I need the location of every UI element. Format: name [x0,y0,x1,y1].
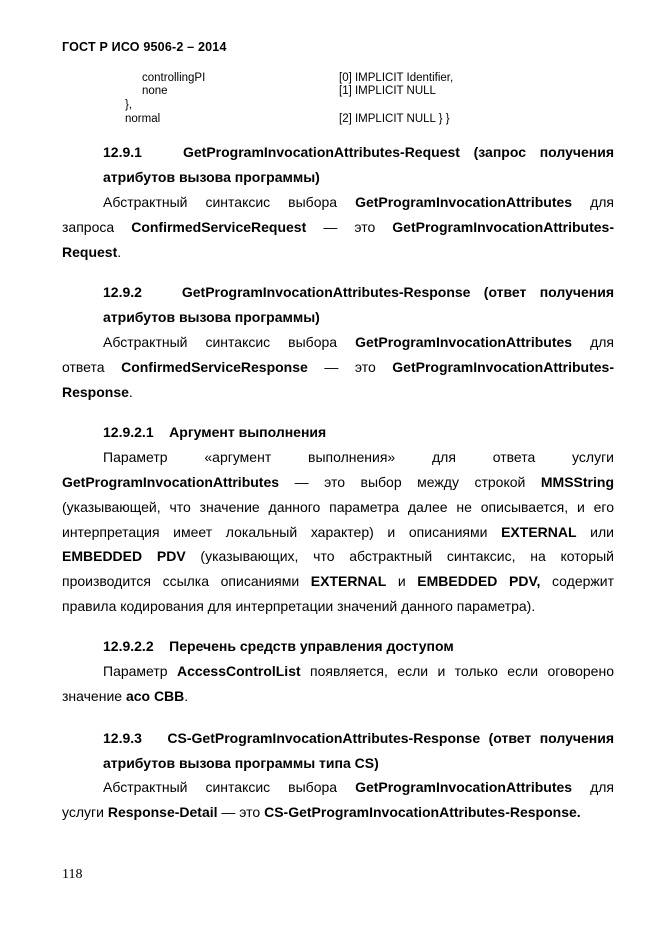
section-number: 12.9.2.2 [103,638,154,654]
text-run: запроса [62,219,132,235]
code-line-2-field: none [142,85,168,97]
section-number: 12.9.3 [103,730,142,746]
section-heading [103,144,614,160]
text-run: Абстрактный синтаксис выбора [103,779,356,795]
code-line-1-type: [0] IMPLICIT Identifier, [339,72,454,84]
section-title: (запрос [473,144,527,160]
section-heading [103,424,326,440]
section-title: (ответ [483,284,527,300]
section-title: CS-GetProgramInvocationAttributes-Response [167,730,481,746]
section-title: получения [539,144,615,160]
paragraph-line [103,663,614,679]
paragraph-line [62,548,614,564]
text-run: — это [306,219,393,235]
text-run: Абстрактный синтаксис выбора [103,334,356,350]
text-run: для [572,334,615,350]
page-number: 118 [62,867,83,882]
text-run: . [128,384,133,400]
term: aco CBB [125,688,185,704]
text-run: содержит [540,573,614,589]
code-line-2-type: [1] IMPLICIT NULL [339,85,436,97]
text-run: — это выбор между строкой [279,474,541,490]
text-run: появляется, если и только если оговорено [300,663,614,679]
term: GetProgramInvocationAttributes- [392,219,614,235]
text-run: . [184,688,189,704]
text-run: или [576,524,614,540]
section-title: Перечень средств управления доступом [169,638,454,654]
text-run: . [117,244,122,260]
text-run: — это [217,804,265,820]
section-heading [103,730,614,746]
section-title-line-2: атрибутов вызова программы) [103,309,320,325]
term: EXTERNAL [310,573,387,589]
section-heading [103,638,454,654]
code-line-4-type: [2] IMPLICIT NULL } } [339,113,450,125]
term: GetProgramInvocationAttributes [355,194,573,210]
paragraph-line [62,219,614,235]
paragraph-line [103,779,614,795]
term: Request [62,244,118,260]
term: Response [62,384,129,400]
text-run: Абстрактный синтаксис выбора [103,194,356,210]
term: GetProgramInvocationAttributes [355,334,573,350]
paragraph-line [62,474,614,490]
term: MMSString [540,474,614,490]
document-header: ГОСТ Р ИСО 9506-2 – 2014 [62,40,227,54]
paragraph-line [62,384,133,400]
text-run: интерпретация имеет локальный характер) и описаниями [62,524,502,540]
section-number: 12.9.2 [103,284,142,300]
paragraph-line [103,334,614,350]
text-run: для [572,194,615,210]
text-run: производится ссылка описаниями [62,573,311,589]
code-line-4-field: normal [125,113,161,125]
section-number: 12.9.1 [103,144,142,160]
text-run: значение [62,688,126,704]
section-title: (ответ получения [488,730,615,746]
term: GetProgramInvocationAttributes [62,474,280,490]
term: ConfirmedServiceResponse [121,359,308,375]
paragraph-line [62,244,121,260]
paragraph-line: Параметр «аргумент выполнения» для ответа услуги [103,449,614,465]
term: EXTERNAL [501,524,577,540]
text-run: и [386,573,418,589]
text-run: Параметр [103,663,177,679]
term: EMBEDDED PDV, [417,573,541,589]
term: ConfirmedServiceRequest [131,219,307,235]
paragraph-line: (указывающей, что значение данного параметра далее не описывается, и его [62,499,614,515]
paragraph-line [62,359,614,375]
code-line-3: }, [125,99,133,111]
text-run: услуги [62,804,108,820]
term: GetProgramInvocationAttributes [355,779,573,795]
text-run: ответа [62,359,122,375]
section-title-line-2: атрибутов вызова программы типа CS) [103,755,379,771]
text-run: — это [307,359,393,375]
paragraph-line [62,573,614,589]
section-number: 12.9.2.1 [103,424,154,440]
paragraph-line: правила кодирования для интерпретации значений данного параметра). [62,598,536,614]
term: EMBEDDED PDV [62,548,186,564]
paragraph-line [103,194,614,210]
term: CS-GetProgramInvocationAttributes-Response. [264,804,581,820]
term: GetProgramInvocationAttributes- [392,359,614,375]
paragraph-line [62,688,188,704]
section-title: получения [539,284,615,300]
term: Response-Detail [107,804,218,820]
term: AccessControlList [176,663,301,679]
section-title: GetProgramInvocationAttributes-Response [181,284,471,300]
section-heading [103,284,614,300]
text-run: для [572,779,615,795]
section-title: GetProgramInvocationAttributes-Request [183,144,460,160]
section-title-line-2: атрибутов вызова программы) [103,169,320,185]
section-title: Аргумент выполнения [169,424,327,440]
text-run: (указывающих, что абстрактный синтаксис, на который [185,548,614,564]
paragraph-line [62,804,581,820]
paragraph-line [62,524,614,540]
code-line-1-field: controllingPI [142,72,206,84]
